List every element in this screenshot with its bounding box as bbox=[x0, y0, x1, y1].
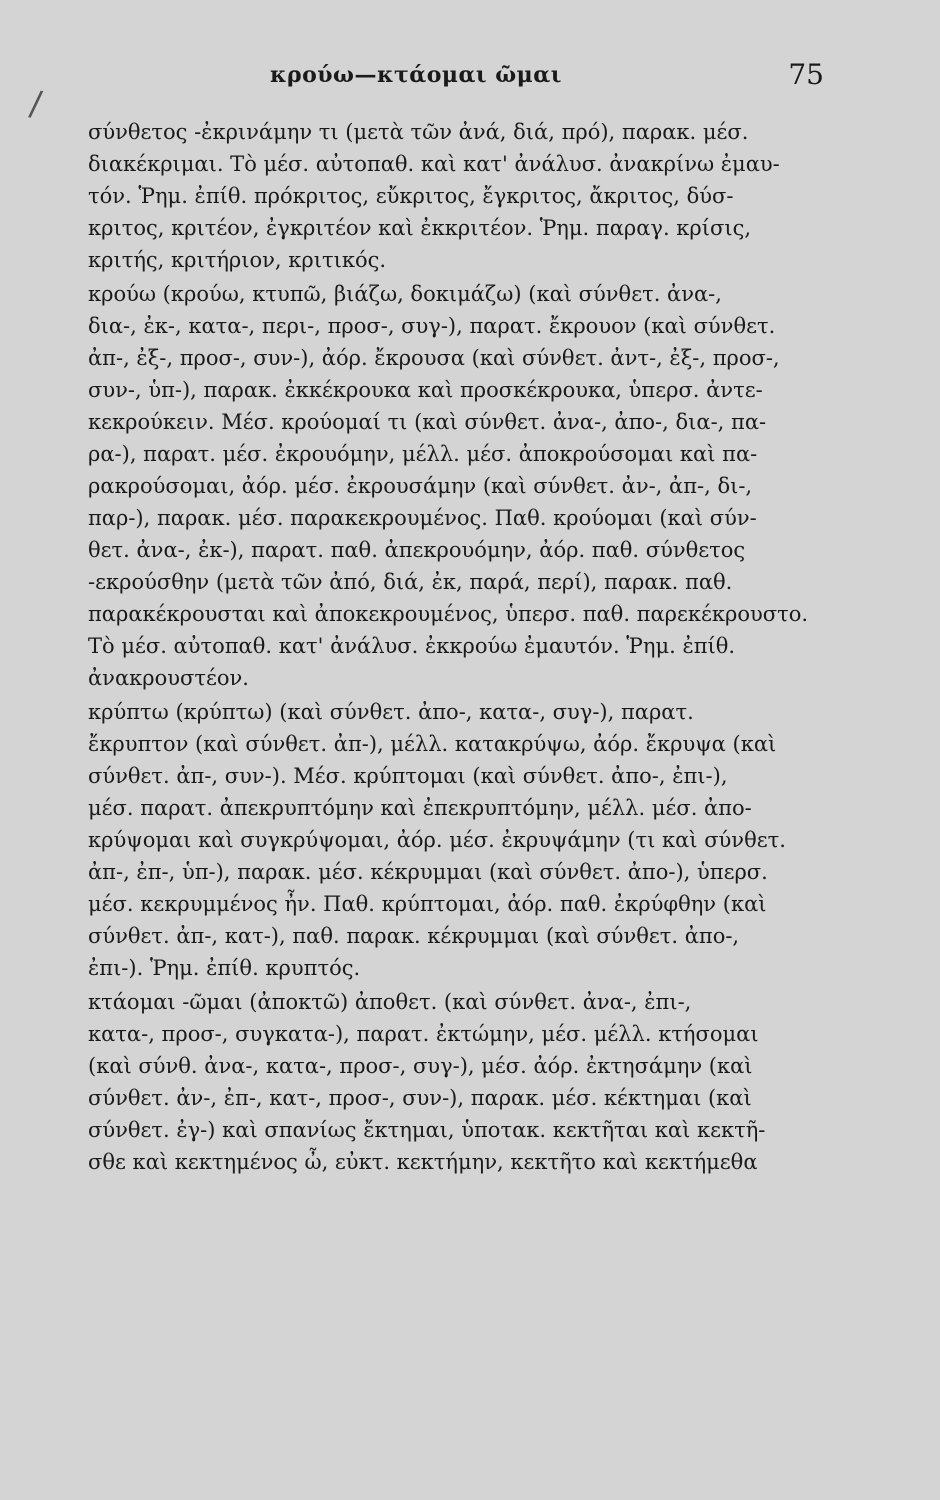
running-head: κρούω—κτάομαι ῶμαι bbox=[270, 62, 562, 88]
text-line: δια-, ἐκ-, κατα-, περι-, προσ-, συγ-), παρατ. ἔκρουον (καὶ σύνθετ. bbox=[88, 314, 776, 338]
text-line: μέσ. παρατ. ἀπεκρυπτόμην καὶ ἐπεκρυπτόμην, μέλλ. μέσ. ἀπο- bbox=[88, 796, 752, 820]
entry-line-krouo: κρούω (κρούω, κτυπῶ, βιάζω, δοκιμάζω) (καὶ σύνθετ. ἀνα-, bbox=[88, 282, 722, 306]
text-line: ἀνακρουστέον. bbox=[88, 666, 249, 690]
text-line: ἐπι-). Ῥημ. ἐπίθ. κρυπτός. bbox=[88, 956, 361, 980]
text-line: -εκρούσθην (μετὰ τῶν ἀπό, διά, ἐκ, παρά, περί), παρακ. παθ. bbox=[88, 570, 733, 594]
text-line: σύνθετ. ἀν-, ἐπ-, κατ-, προσ-, συν-), παρακ. μέσ. κέκτημαι (καὶ bbox=[88, 1086, 752, 1110]
text-line: σθε καὶ κεκτημένος ὦ, εὐκτ. κεκτήμην, κεκτῆτο καὶ κεκτήμεθα bbox=[88, 1150, 758, 1174]
text-line: συν-, ὑπ-), παρακ. ἐκκέκρουκα καὶ προσκέκρουκα, ὑπερσ. ἀντε- bbox=[88, 378, 763, 402]
page-number: 75 bbox=[788, 58, 824, 91]
entry-line-ktaomai: κτάομαι -ῶμαι (ἀποκτῶ) ἀποθετ. (καὶ σύνθετ. ἀνα-, ἐπι-, bbox=[88, 990, 692, 1014]
text-line: διακέκριμαι. Τὸ μέσ. αὐτοπαθ. καὶ κατ' ἀνάλυσ. ἀνακρίνω ἐμαυ- bbox=[88, 152, 780, 176]
text-line: Τὸ μέσ. αὐτοπαθ. κατ' ἀνάλυσ. ἐκκρούω ἐμαυτόν. Ῥημ. ἐπίθ. bbox=[88, 634, 736, 658]
text-line: σύνθετ. ἀπ-, συν-). Μέσ. κρύπτομαι (καὶ σύνθετ. ἀπο-, ἐπι-), bbox=[88, 764, 728, 788]
text-line: (καὶ σύνθ. ἀνα-, κατα-, προσ-, συγ-), μέσ. ἀόρ. ἐκτησάμην (καὶ bbox=[88, 1054, 753, 1078]
text-line: μέσ. κεκρυμμένος ἦν. Παθ. κρύπτομαι, ἀόρ. παθ. ἐκρύφθην (καὶ bbox=[88, 892, 767, 916]
text-line: ἔκρυπτον (καὶ σύνθετ. ἀπ-), μέλλ. κατακρύψω, ἀόρ. ἔκρυψα (καὶ bbox=[88, 732, 777, 756]
text-line: ρα-), παρατ. μέσ. ἐκρουόμην, μέλλ. μέσ. ἀποκρούσομαι καὶ πα- bbox=[88, 442, 758, 466]
text-line: ἀπ-, ἐξ-, προσ-, συν-), ἀόρ. ἔκρουσα (καὶ σύνθετ. ἀντ-, ἐξ-, προσ-, bbox=[88, 346, 780, 370]
body-text bbox=[88, 116, 818, 1178]
text-line: κεκρούκειν. Μέσ. κρούομαί τι (καὶ σύνθετ. ἀνα-, ἀπο-, δια-, πα- bbox=[88, 410, 767, 434]
text-line: σύνθετ. ἀπ-, κατ-), παθ. παρακ. κέκρυμμαι (καὶ σύνθετ. ἀπο-, bbox=[88, 924, 740, 948]
text-line: κριτος, κριτέον, ἐγκριτέον καὶ ἐκκριτέον. Ῥημ. παραγ. κρίσις, bbox=[88, 216, 752, 240]
text-line: σύνθετος -ἐκρινάμην τι (μετὰ τῶν ἀνά, διά, πρό), παρακ. μέσ. bbox=[88, 120, 749, 144]
text-line: θετ. ἀνα-, ἐκ-), παρατ. παθ. ἀπεκρουόμην, ἀόρ. παθ. σύνθετος bbox=[88, 538, 746, 562]
entry-line-krypto: κρύπτω (κρύπτω) (καὶ σύνθετ. ἀπο-, κατα-, συγ-), παρατ. bbox=[88, 700, 694, 724]
text-line: παρακέκρουσται καὶ ἀποκεκρουμένος, ὑπερσ. παθ. παρεκέκρουστο. bbox=[88, 602, 809, 626]
margin-mark: / bbox=[27, 83, 45, 125]
text-line: κρύψομαι καὶ συγκρύψομαι, ἀόρ. μέσ. ἐκρυψάμην (τι καὶ σύνθετ. bbox=[88, 828, 786, 852]
text-line: κριτής, κριτήριον, κριτικός. bbox=[88, 248, 387, 272]
text-line: παρ-), παρακ. μέσ. παρακεκρουμένος. Παθ. κρούομαι (καὶ σύν- bbox=[88, 506, 757, 530]
text-line: τόν. Ῥημ. ἐπίθ. πρόκριτος, εὔκριτος, ἔγκριτος, ἄκριτος, δύσ- bbox=[88, 184, 734, 208]
text-line: σύνθετ. ἐγ-) καὶ σπανίως ἔκτημαι, ὑποτακ. κεκτῆται καὶ κεκτῆ- bbox=[88, 1118, 766, 1142]
text-line: κατα-, προσ-, συγκατα-), παρατ. ἐκτώμην, μέσ. μέλλ. κτήσομαι bbox=[88, 1022, 759, 1046]
text-line: ἀπ-, ἐπ-, ὑπ-), παρακ. μέσ. κέκρυμμαι (καὶ σύνθετ. ἀπο-), ὑπερσ. bbox=[88, 860, 768, 884]
text-line: ρακρούσομαι, ἀόρ. μέσ. ἐκρουσάμην (καὶ σύνθετ. ἀν-, ἀπ-, δι-, bbox=[88, 474, 753, 498]
